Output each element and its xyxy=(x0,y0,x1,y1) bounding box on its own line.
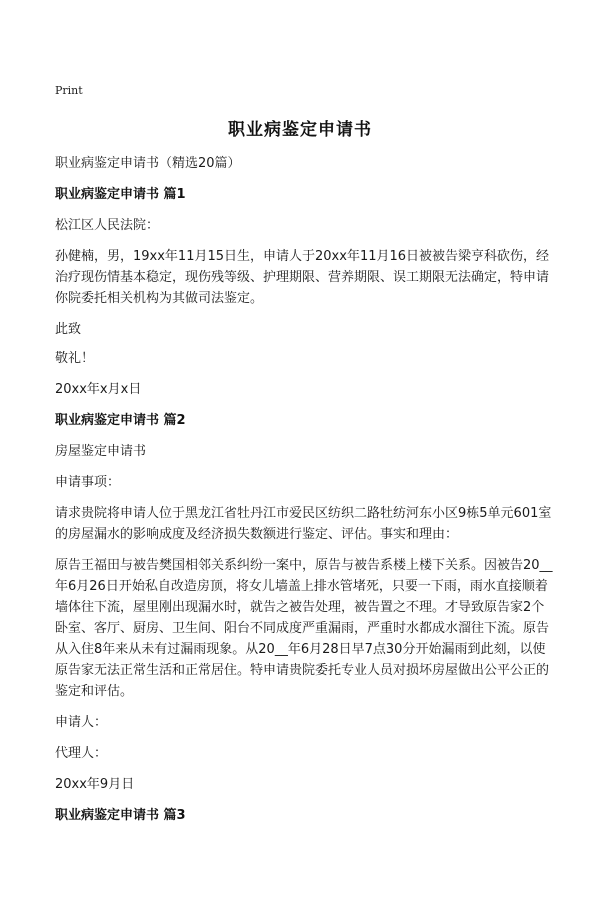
agent-label: 代理人： xyxy=(55,746,108,761)
applicant-label: 申请人： xyxy=(55,715,108,730)
section-heading-1: 职业病鉴定申请书 篇1 xyxy=(55,187,186,202)
addressee: 松江区人民法院： xyxy=(55,218,160,233)
section1-paragraph: 孙健楠，男，19xx年11月15日生，申请人于20xx年11月16日被被告梁亨科砍伤，经治疗现伤情基本稳定，现伤残等级、护理期限、营养期限、误工期限无法确定，特申请你院委托相关机构为其做司法鉴定。 xyxy=(55,249,550,306)
section2-doc-name: 房屋鉴定申请书 xyxy=(55,444,147,459)
matters-label: 申请事项： xyxy=(55,475,121,490)
document-body xyxy=(55,153,555,836)
print-label: Print xyxy=(55,84,83,97)
section1-date: 20xx年x月x日 xyxy=(55,382,142,397)
section-heading-2: 职业病鉴定申请书 篇2 xyxy=(55,413,186,428)
section2-paragraph-2: 原告王福田与被告樊国相邻关系纠纷一案中，原告与被告系楼上楼下关系。因被告20__年6月26日开始私自改造房顶，将女儿墙盖上排水管堵死，只要一下雨，雨水直接顺着墙体往下流，屋里刚出现漏水时，就告之被告处理，被告置之不理。才导致原告家2个卧室、客厅、厨房、卫生间、阳台不同成度严重漏雨，严重时水都成水溜往下流。原告从入住8年来从未有过漏雨现象。从20__年6月28日早7点30分开始漏雨到此刻，以使原告家无法正常生活和正常居住。特申请贵院委托专业人员对损坏房屋做出公平公正的鉴定和评估。 xyxy=(55,558,553,699)
section-heading-3: 职业病鉴定申请书 篇3 xyxy=(55,808,186,823)
closing-regards: 敬礼！ xyxy=(55,351,95,366)
section2-paragraph-1: 请求贵院将申请人位于黑龙江省牡丹江市爱民区纺织二路牡纺河东小区9栋5单元601室的房屋漏水的影响成度及经济损失数额进行鉴定、评估。事实和理由： xyxy=(55,506,552,542)
section2-date: 20xx年9月日 xyxy=(55,777,135,792)
page-title: 职业病鉴定申请书 xyxy=(228,120,372,140)
document-subtitle: 职业病鉴定申请书（精选20篇） xyxy=(55,156,241,171)
closing-salutation: 此致 xyxy=(55,322,82,337)
